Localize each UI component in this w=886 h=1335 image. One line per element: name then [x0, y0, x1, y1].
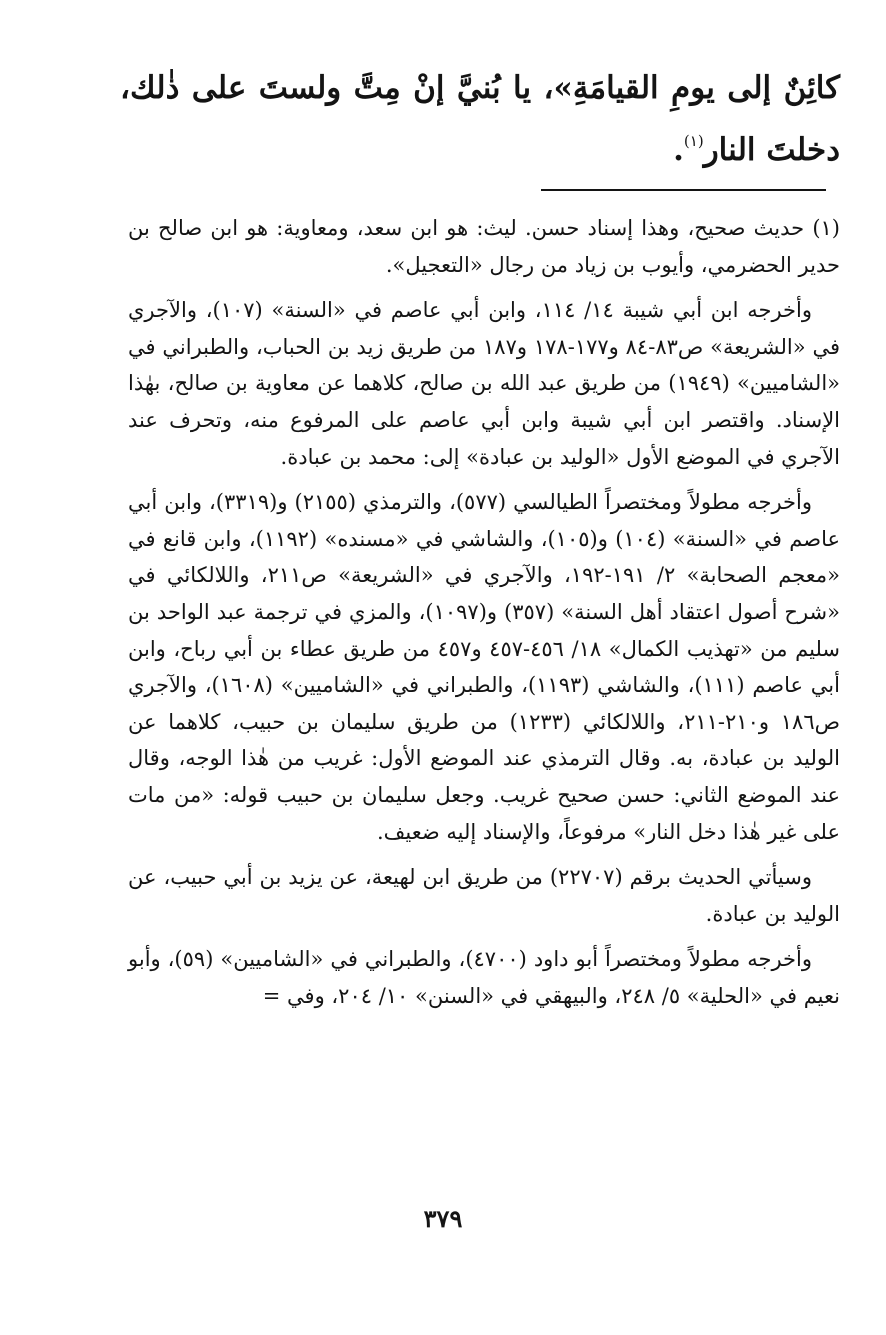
- main-text-paragraph: [120, 62, 840, 177]
- footnote-paragraph: وأخرجه ابن أبي شيبة ١٤/ ١١٤، وابن أبي عاصم في «السنة» (١٠٧)، والآجري في «الشريعة» ص٨٣-٨٤ و١٧٧-١٧٨ و١٨٧ من طريق زيد بن الحباب، والطبراني في «الشاميين» (١٩٤٩) من طريق عبد الله بن صالح، كلاهما عن معاوية بن صالح، بهٰذا الإسناد. واقتصر ابن أبي شيبة وابن أبي عاصم على المرفوع منه، وتحرف عند الآجري في الموضع الأول «الوليد بن عبادة» إلى: محمد بن عبادة.: [128, 298, 841, 469]
- footnotes: [128, 210, 840, 1014]
- main-text-line-1: كائِنٌ إلى يومِ القيامَةِ»، يا بُنيَّ إنْ مِتَّ ولستَ على ذٰلك، دخلتَ: [120, 70, 840, 168]
- main-text-line-2: النار: [703, 132, 756, 168]
- footnote-paragraph: (١) حديث صحيح، وهذا إسناد حسن. ليث: هو ابن سعد، ومعاوية: هو ابن صالح بن حدير الحضرمي، وأيوب بن زياد من رجال «التعجيل».: [128, 216, 840, 277]
- page-number: ٣٧٩: [423, 1204, 463, 1233]
- footnote-paragraph: وأخرجه مطولاً ومختصراً الطيالسي (٥٧٧)، والترمذي (٢١٥٥) و(٣٣١٩)، وابن أبي عاصم في «السنة» (١٠٤) و(١٠٥)، والشاشي في «مسنده» (١١٩٢)، وابن قانع في «معجم الصحابة» ٢/ ١٩١-١٩٢، والآجري في «الشريعة» ص٢١١، واللالكائي في «شرح أصول اعتقاد أهل السنة» (٣٥٧) و(١٠٩٧)، والمزي في ترجمة عبد الواحد بن سليم من «تهذيب الكمال» ١٨/ ٤٥٦-٤٥٧ و٤٥٧ من طريق عطاء بن أبي رباح، وابن أبي عاصم (١١١)، والشاشي (١١٩٣)، والطبراني في «الشاميين» (١٦٠٨)، والآجري ص١٨٦ و٢١٠-٢١١، واللالكائي (١٢٣٣) من طريق سليمان بن حبيب، كلاهما عن الوليد بن عبادة، به. وقال الترمذي عند الموضع الأول: غريب من هٰذا الوجه، وقال عند الموضع الثاني: حسن صحيح غريب. وجعل سليمان بن حبيب قوله: «من مات على غير هٰذا دخل النار» مرفوعاً، والإسناد إليه ضعيف.: [128, 490, 840, 844]
- main-text-line-2-end: .: [673, 132, 684, 168]
- footnote-paragraph: وسيأتي الحديث برقم (٢٢٧٠٧) من طريق ابن لهيعة، عن يزيد بن أبي حبيب، عن الوليد بن عبادة.: [128, 865, 840, 926]
- main-text: [120, 62, 840, 177]
- footnote-paragraph: وأخرجه مطولاً ومختصراً أبو داود (٤٧٠٠)، والطبراني في «الشاميين» (٥٩)، وأبو نعيم في «الحلية» ٥/ ٢٤٨، والبيهقي في «السنن» ١٠/ ٢٠٤، وفي =: [128, 947, 840, 1008]
- footnote-separator: [541, 189, 826, 191]
- footnote-reference: (١): [683, 132, 704, 150]
